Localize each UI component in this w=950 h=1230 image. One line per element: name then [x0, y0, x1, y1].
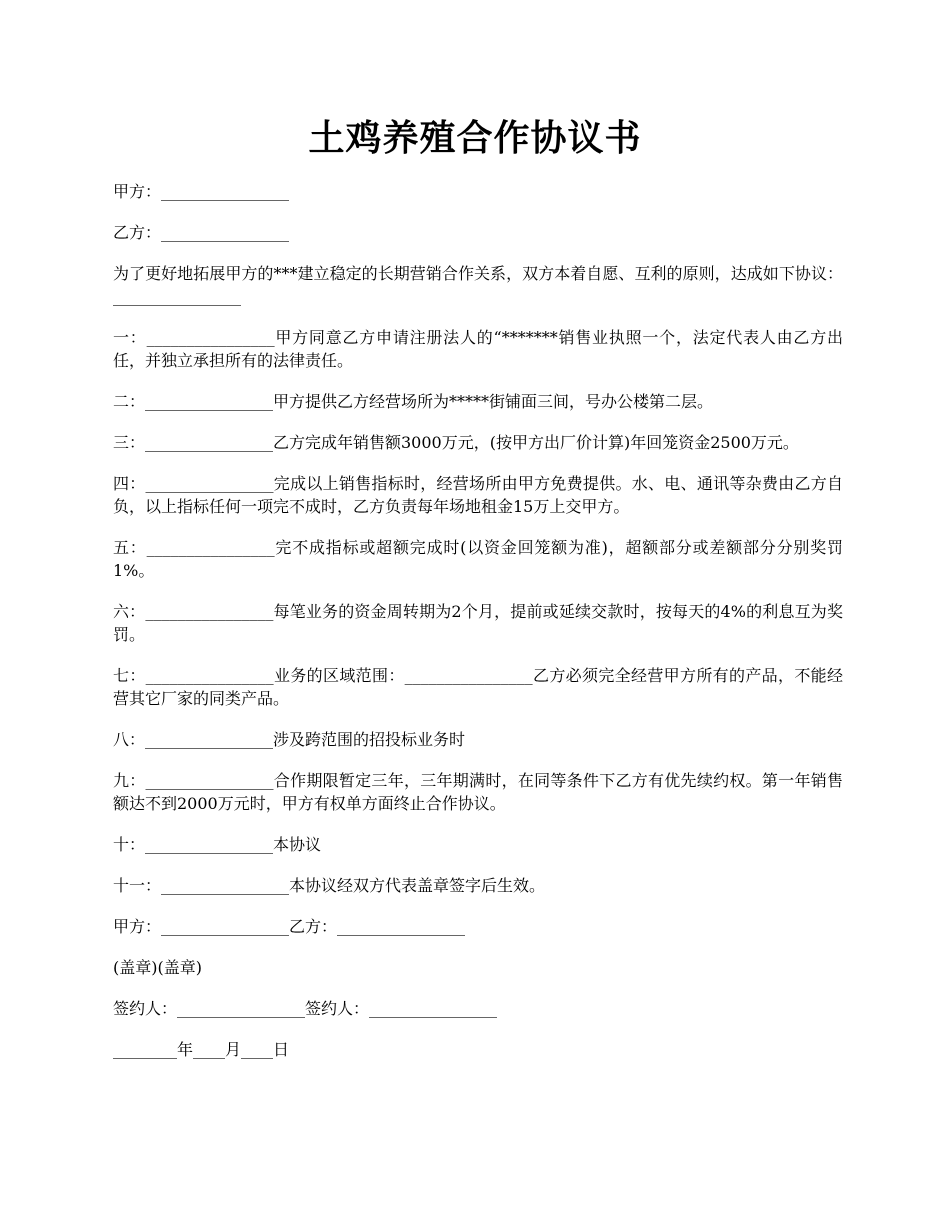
signatories-line: 签约人：________________签约人：________________ [113, 999, 498, 1018]
party-b-line: 乙方：________________ [113, 223, 290, 242]
clause-4: 四：________________完成以上销售指标时，经营场所由甲方免费提供。水、电、通讯等杂费由乙方自负，以上指标任何一项完不成时，乙方负责每年场地租金15万上交甲方。 [113, 474, 843, 516]
document-body [113, 180, 843, 1079]
document-title: 土鸡养殖合作协议书 [308, 117, 642, 159]
clause-5: 五：________________完不成指标或超额完成时(以资金回笼额为准)，超额部分或差额部分分别奖罚1%。 [113, 538, 843, 580]
date-line: ________年____月____日 [113, 1040, 290, 1059]
clause-1: 一：________________甲方同意乙方申请注册法人的“*******销售业执照一个，法定代表人由乙方出任，并独立承担所有的法律责任。 [113, 328, 843, 370]
clause-6: 六：________________每笔业务的资金周转期为2个月，提前或延续交款时，按每天的4%的利息互为奖罚。 [113, 602, 843, 644]
seal-line: (盖章)(盖章) [113, 958, 202, 977]
clause-8: 八：________________涉及跨范围的招投标业务时 [113, 730, 466, 749]
clause-2: 二：________________甲方提供乙方经营场所为*****街铺面三间，号办公楼第二层。 [113, 392, 714, 411]
clause-9: 九：________________合作期限暂定三年，三年期满时，在同等条件下乙方有优先续约权。第一年销售额达不到2000万元时，甲方有权单方面终止合作协议。 [113, 771, 843, 813]
clause-7: 七：________________业务的区域范围：________________乙方必须完全经营甲方所有的产品，不能经营其它厂家的同类产品。 [113, 666, 843, 708]
clause-10: 十：________________本协议 [113, 835, 322, 854]
signature-parties-line: 甲方：________________乙方：________________ [113, 917, 466, 936]
clause-11: 十一：________________本协议经双方代表盖章签字后生效。 [113, 876, 546, 895]
clause-3: 三：________________乙方完成年销售额3000万元，(按甲方出厂价计算)年回笼资金2500万元。 [113, 433, 799, 452]
party-a-line: 甲方：________________ [113, 182, 290, 201]
preamble-paragraph: 为了更好地拓展甲方的***建立稳定的长期营销合作关系，双方本着自愿、互利的原则，达成如下协议：________________ [113, 264, 843, 306]
